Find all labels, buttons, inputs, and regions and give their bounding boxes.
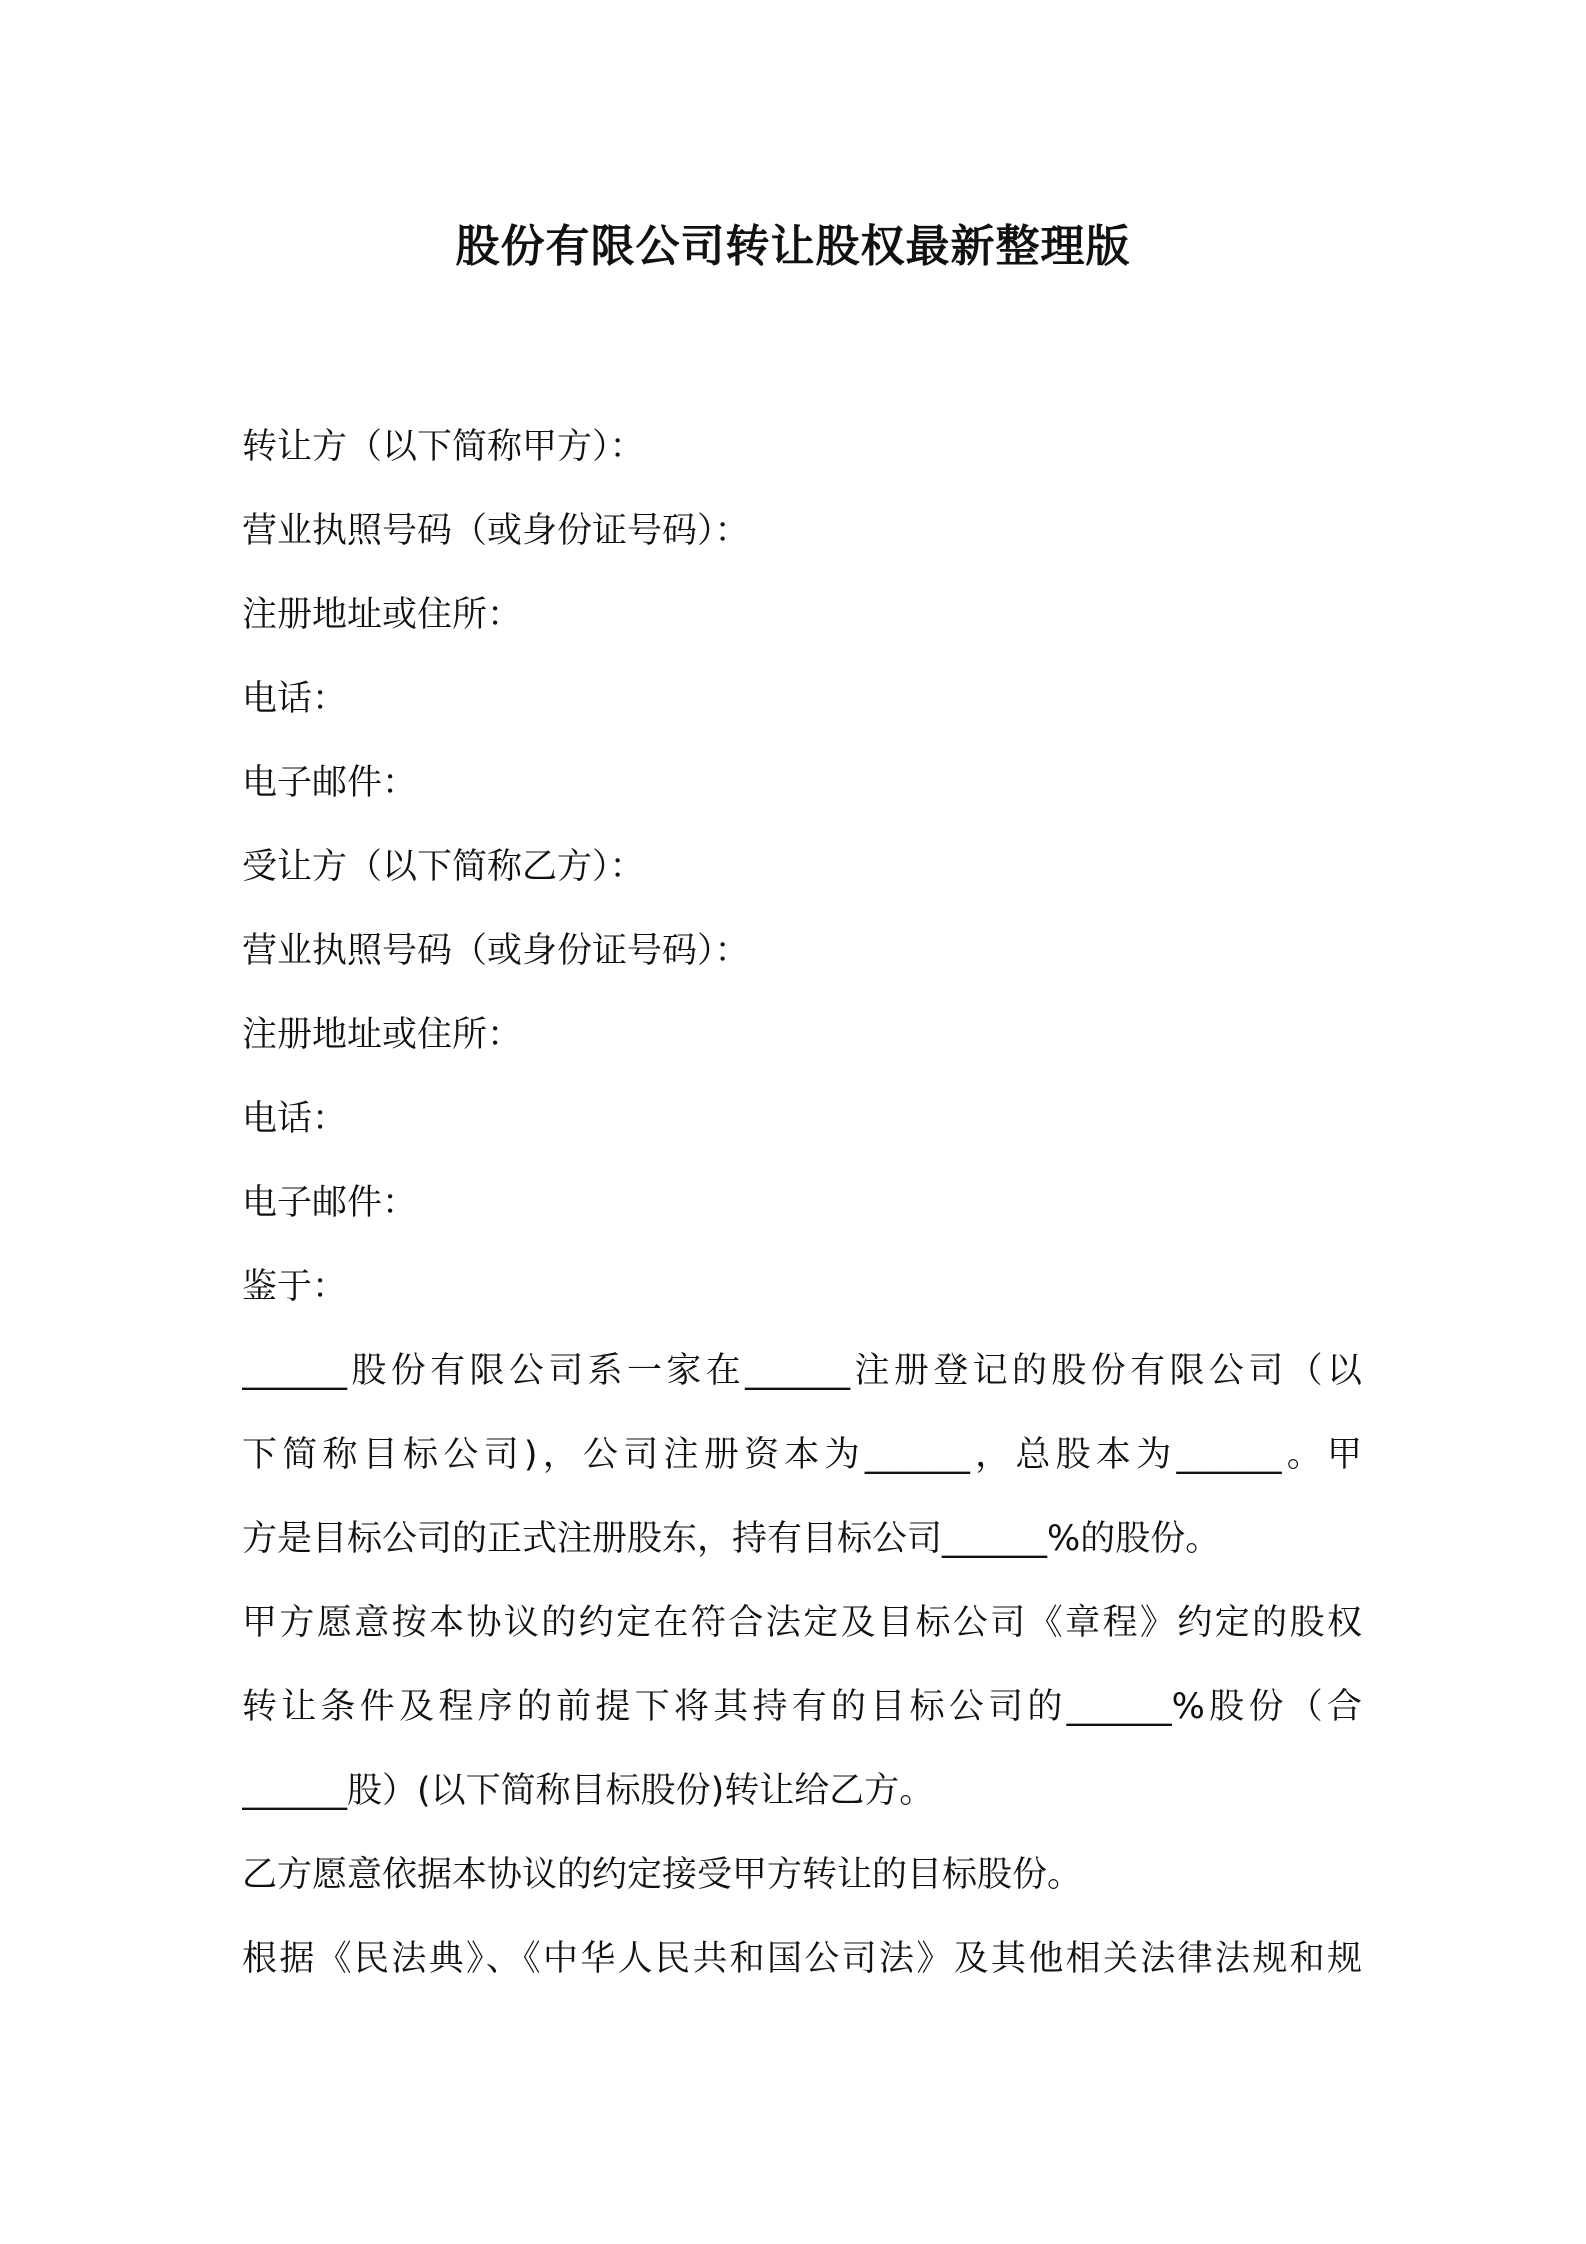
document-body [242, 405, 1362, 2001]
transferor-label: 转让方（以下简称甲方）： [242, 427, 645, 467]
paragraph-line: 甲方愿意按本协议的约定在符合法定及目标公司《章程》约定的股权 [242, 1603, 1362, 1643]
paragraph-line: 根据《民法典》、《中华人民共和国公司法》及其他相关法律法规和规 [242, 1939, 1362, 1979]
paragraph-line: 乙方愿意依据本协议的约定接受甲方转让的目标股份。 [242, 1855, 1083, 1895]
transferor-email-label: 电子邮件： [242, 763, 418, 803]
paragraph-line: ______股）(以下简称目标股份)转让给乙方。 [242, 1771, 935, 1811]
paragraph-line: ______股份有限公司系一家在______注册登记的股份有限公司（以 [242, 1351, 1362, 1391]
transferee-phone-label: 电话： [242, 1099, 348, 1139]
transferor-phone-label: 电话： [242, 679, 348, 719]
transferee-email-label: 电子邮件： [242, 1183, 418, 1223]
paragraph-line: 转让条件及程序的前提下将其持有的目标公司的______%股份（合 [242, 1687, 1362, 1727]
transferee-license-number-label: 营业执照号码（或身份证号码）： [242, 931, 750, 971]
transferor-license-number-label: 营业执照号码（或身份证号码）： [242, 511, 750, 551]
paragraph-line: 下简称目标公司)，公司注册资本为______，总股本为______。甲 [242, 1435, 1362, 1475]
paragraph-line: 方是目标公司的正式注册股东，持有目标公司______%的股份。 [242, 1519, 1221, 1559]
transferor-address-label: 注册地址或住所： [242, 595, 523, 635]
transferee-address-label: 注册地址或住所： [242, 1015, 523, 1055]
whereas-heading: 鉴于： [242, 1267, 348, 1307]
transferee-label: 受让方（以下简称乙方）： [242, 847, 645, 887]
document-title: 股份有限公司转让股权最新整理版 [455, 221, 1131, 272]
